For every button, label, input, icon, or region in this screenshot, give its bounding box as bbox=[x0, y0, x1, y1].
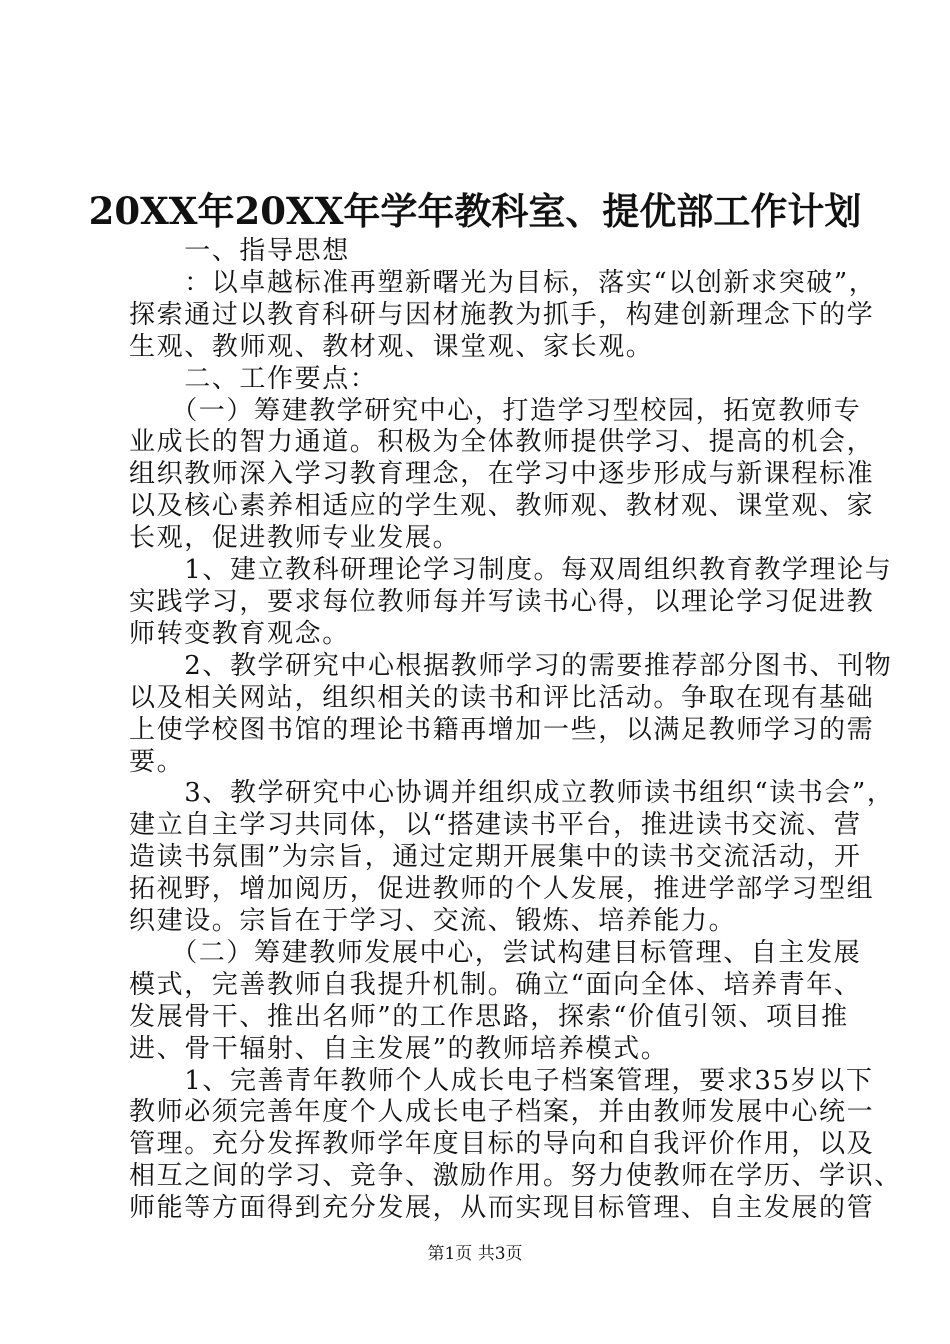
text-line: 组织教师深入学习教育理念，在学习中逐步形成与新课程标准 bbox=[129, 459, 875, 490]
text-line: （一）筹建教学研究中心，打造学习型校园，拓宽教师专 bbox=[129, 395, 862, 426]
text-line: （二）筹建教师发展中心，尝试构建目标管理、自主发展 bbox=[129, 937, 862, 968]
page-footer: 第1页 共3页 bbox=[427, 1244, 523, 1264]
text-line: 拓视野，增加阅历，促进教师的个人发展，推进学部学习型组 bbox=[129, 874, 875, 905]
text-line: 师能等方面得到充分发展，从而实现目标管理、自主发展的管 bbox=[129, 1193, 875, 1224]
text-line: 实践学习，要求每位教师每并写读书心得，以理论学习促进教 bbox=[129, 586, 875, 617]
text-line: 1、建立教科研理论学习制度。每双周组织教育教学理论与 bbox=[129, 555, 893, 586]
document-body bbox=[129, 236, 902, 1225]
text-line: 造读书氛围”为宗旨，通过定期开展集中的读书交流活动，开 bbox=[129, 842, 862, 873]
text-line: 生观、教师观、教材观、课堂观、家长观。 bbox=[129, 331, 654, 362]
text-line: 3、教学研究中心协调并组织成立教师读书组织“读书会”， bbox=[129, 778, 895, 809]
text-line: 上使学校图书馆的理论书籍再增加一些，以满足教师学习的需 bbox=[129, 714, 875, 745]
text-line: 管理。充分发挥教师学年度目标的导向和自我评价作用，以及 bbox=[129, 1129, 875, 1160]
text-line: 以及核心素养相适应的学生观、教师观、教材观、课堂观、家 bbox=[129, 491, 875, 522]
text-line: 要。 bbox=[129, 746, 185, 777]
text-line: 以及相关网站，组织相关的读书和评比活动。争取在现有基础 bbox=[129, 682, 875, 713]
text-line: 教师必须完善年度个人成长电子档案，并由教师发展中心统一 bbox=[129, 1097, 875, 1128]
text-line: 二、工作要点： bbox=[129, 363, 378, 394]
document-title: 20XX年20XX年学年教科室、提优部工作计划 bbox=[88, 189, 862, 233]
text-line: 长观，促进教师专业发展。 bbox=[129, 523, 461, 554]
text-line: 建立自主学习共同体，以“搭建读书平台，推进读书交流、营 bbox=[129, 810, 862, 841]
text-line: ：以卓越标准再塑新曙光为目标，落实“以创新求突破”， bbox=[129, 267, 877, 298]
text-line: 一、指导思想 bbox=[129, 236, 350, 266]
text-line: 模式，完善教师自我提升机制。确立“面向全体、培养青年、 bbox=[129, 969, 862, 1000]
text-line: 1、完善青年教师个人成长电子档案管理，要求35岁以下 bbox=[129, 1065, 874, 1096]
text-line: 相互之间的学习、竞争、激励作用。努力使教师在学历、学识、 bbox=[129, 1161, 902, 1192]
text-line: 进、骨干辐射、自主发展”的教师培养模式。 bbox=[129, 1033, 669, 1064]
text-line: 探索通过以教育科研与因材施教为抓手，构建创新理念下的学 bbox=[129, 299, 875, 330]
text-line: 2、教学研究中心根据教师学习的需要推荐部分图书、刊物 bbox=[129, 650, 893, 681]
text-line: 织建设。宗旨在于学习、交流、锻炼、培养能力。 bbox=[129, 906, 737, 937]
text-line: 师转变教育观念。 bbox=[129, 618, 350, 649]
text-line: 业成长的智力通道。积极为全体教师提供学习、提高的机会， bbox=[129, 427, 875, 458]
text-line: 发展骨干、推出名师”的工作思路，探索“价值引领、项目推 bbox=[129, 1001, 849, 1032]
